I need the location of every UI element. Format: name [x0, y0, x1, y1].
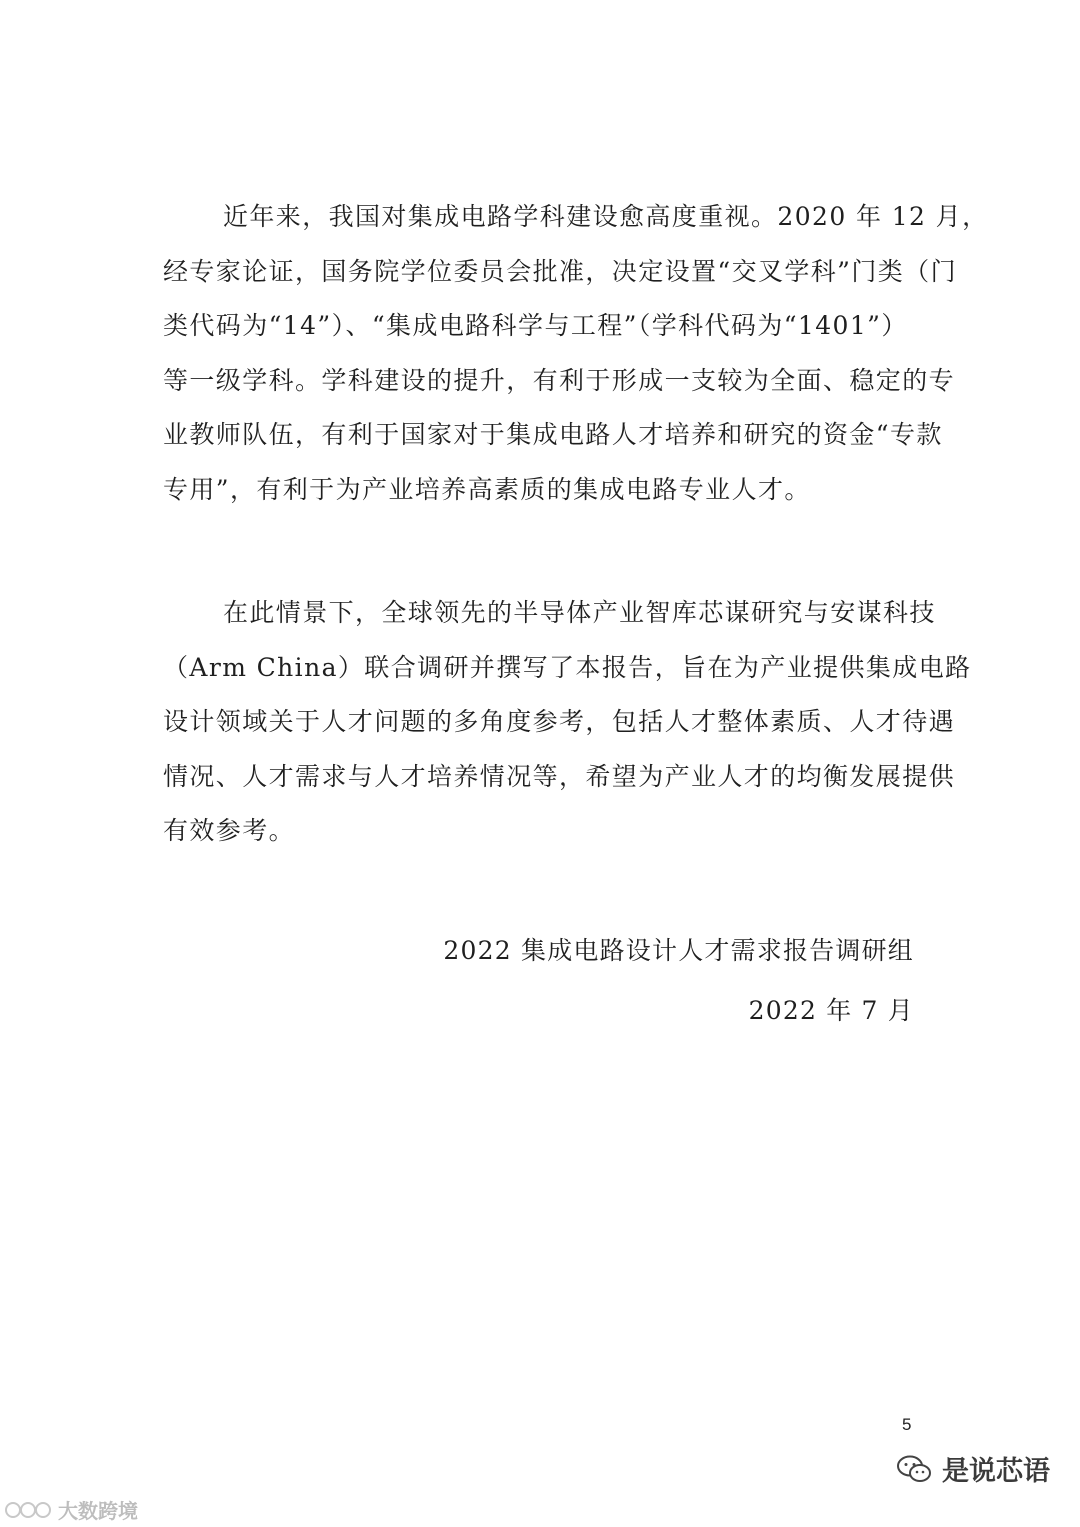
- paragraph-line: 在此情景下，全球领先的半导体产业智库芯谋研究与安谋科技: [223, 598, 936, 627]
- watermark-left: [4, 1495, 138, 1524]
- paragraph-line: 经专家论证，国务院学位委员会批准，决定设置“交叉学科”门类（门: [163, 256, 957, 286]
- paragraph-line: （Arm China）联合调研并撰写了本报告，旨在为产业提供集成电路: [163, 652, 972, 682]
- watermark-left-text: 大数跨境: [58, 1499, 138, 1523]
- paragraph-purpose: [163, 586, 972, 859]
- signature-group: 2022 集成电路设计人才需求报告调研组: [443, 936, 914, 965]
- paragraph-line: 有效参考。: [163, 816, 296, 845]
- paragraph-line: 情况、人才需求与人才培养情况等，希望为产业人才的均衡发展提供: [163, 761, 956, 791]
- page-number: 5: [902, 1415, 912, 1434]
- watermark-right-text: 是说芯语: [942, 1456, 1050, 1487]
- paragraph-line: 设计领域关于人才问题的多角度参考，包括人才整体素质、人才待遇: [163, 707, 956, 736]
- paragraph-line: 等一级学科。学科建设的提升，有利于形成一支较为全面、稳定的专: [163, 365, 956, 395]
- paragraph-line: 业教师队伍，有利于国家对于集成电路人才培养和研究的资金“专款: [163, 420, 943, 449]
- paragraph-line: 专用”，有利于为产业培养高素质的集成电路专业人才。: [163, 474, 811, 504]
- wechat-icon: [896, 1454, 932, 1484]
- paragraph-line: 类代码为“14”）、“集成电路科学与工程”（学科代码为“1401”）: [163, 311, 908, 340]
- watermark-right: [896, 1449, 1050, 1488]
- logo-icon: [4, 1497, 54, 1523]
- signature-date: 2022 年 7 月: [748, 996, 914, 1025]
- paragraph-intro: [163, 190, 989, 517]
- paragraph-line: 近年来，我国对集成电路学科建设愈高度重视。2020 年 12 月，: [223, 202, 989, 231]
